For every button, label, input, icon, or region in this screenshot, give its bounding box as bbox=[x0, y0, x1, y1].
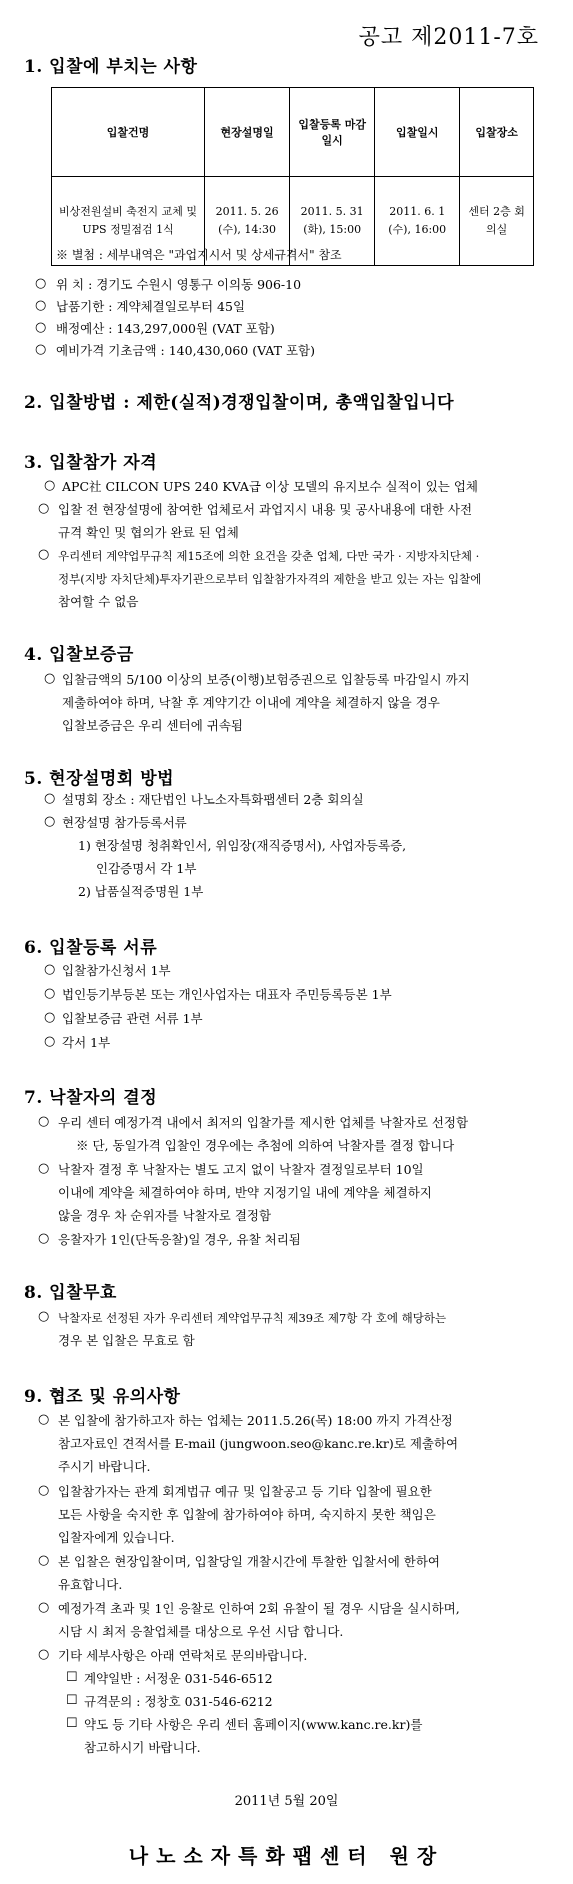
list-item-cont: 인감증명서 각 1부 bbox=[96, 861, 197, 876]
circle-bullet-icon: ○ bbox=[44, 791, 56, 806]
list-item: 입찰참가자는 관계 회계법규 예규 및 입찰공고 등 기타 입찰에 필요한 bbox=[58, 1484, 432, 1499]
list-item: 낙찰자로 선정된 자가 우리센터 계약업무규칙 제39조 제7항 각 호에 해당하는 bbox=[58, 1311, 447, 1325]
list-item: 납품기한 : 계약체결일로부터 45일 bbox=[56, 299, 246, 314]
list-item: 본 입찰에 참가하고자 하는 업체는 2011.5.26(목) 18:00 까지 가격산정 bbox=[58, 1413, 453, 1428]
circle-bullet-icon: ○ bbox=[38, 1553, 50, 1568]
list-item-cont: 경우 본 입찰은 무효로 함 bbox=[58, 1333, 195, 1348]
list-item: 본 입찰은 현장입찰이며, 입찰당일 개찰시간에 투찰한 입찰서에 한하여 bbox=[58, 1554, 440, 1569]
circle-bullet-icon: ○ bbox=[44, 671, 56, 686]
list-item: 우리센터 계약업무규칙 제15조에 의한 요건을 갖춘 업체, 다만 국가 · 지방자치단체 · bbox=[58, 549, 480, 563]
circle-bullet-icon: ○ bbox=[38, 1231, 50, 1246]
list-item-cont: 참여할 수 없음 bbox=[58, 594, 139, 609]
list-item-cont: 유효합니다. bbox=[58, 1577, 123, 1592]
section-1-title: 1. 입찰에 부치는 사항 bbox=[24, 57, 198, 77]
circle-bullet-icon: ○ bbox=[44, 1010, 56, 1025]
circle-bullet-icon: ○ bbox=[38, 501, 50, 516]
list-item: 배정예산 : 143,297,000원 (VAT 포함) bbox=[56, 321, 275, 336]
section-7-title: 7. 낙찰자의 결정 bbox=[24, 1088, 158, 1108]
circle-bullet-icon: ○ bbox=[38, 1600, 50, 1615]
list-item: 현장설명 참가등록서류 bbox=[62, 815, 187, 830]
list-item-cont: 시담 시 최저 응찰업체를 대상으로 우선 시담 합니다. bbox=[58, 1624, 344, 1639]
contact-line-cont: 참고하시기 바랍니다. bbox=[84, 1740, 201, 1755]
table-header: 입찰건명 bbox=[52, 88, 205, 177]
checkbox-icon: ☐ bbox=[66, 1693, 78, 1708]
list-item-cont: 참고자료인 견적서를 E-mail (jungwoon.seo@kanc.re.kr)로 제출하여 bbox=[58, 1436, 459, 1451]
attachment-note: ※ 별첨 : 세부내역은 "과업지시서 및 상세규격서" 참조 bbox=[56, 248, 342, 262]
list-item: 응찰자가 1인(단독응찰)일 경우, 유찰 처리됨 bbox=[58, 1232, 301, 1247]
table-header-row bbox=[52, 88, 534, 177]
section-3-title: 3. 입찰참가 자격 bbox=[24, 453, 158, 473]
table-cell: 비상전원설비 축전지 교체 및 UPS 정밀점검 1식 bbox=[52, 177, 205, 266]
list-item: 입찰보증금 관련 서류 1부 bbox=[62, 1011, 203, 1026]
issuer-name: 나노소자특화팹센터 원장 bbox=[128, 1844, 445, 1868]
contact-line: 약도 등 기타 사항은 우리 센터 홈페이지(www.kanc.re.kr)를 bbox=[84, 1717, 423, 1732]
list-item-cont: 입찰보증금은 우리 센터에 귀속됨 bbox=[62, 718, 243, 733]
section-4-title: 4. 입찰보증금 bbox=[24, 645, 134, 665]
list-item: 입찰참가신청서 1부 bbox=[62, 963, 171, 978]
list-item-cont: 모든 사항을 숙지한 후 입찰에 참가하여야 하며, 숙지하지 못한 책임은 bbox=[58, 1507, 436, 1522]
list-item: 낙찰자 결정 후 낙찰자는 별도 고지 없이 낙찰자 결정일로부터 10일 bbox=[58, 1162, 424, 1177]
circle-bullet-icon: ○ bbox=[38, 1114, 50, 1129]
table-header: 현장설명일 bbox=[205, 88, 290, 177]
section-5-title: 5. 현장설명회 방법 bbox=[24, 769, 175, 789]
list-item: 입찰금액의 5/100 이상의 보증(이행)보험증권으로 입찰등록 마감일시 까지 bbox=[62, 672, 470, 687]
circle-bullet-icon: ○ bbox=[35, 320, 47, 335]
circle-bullet-icon: ○ bbox=[38, 1309, 50, 1324]
section-9-title: 9. 협조 및 유의사항 bbox=[24, 1387, 181, 1407]
checkbox-icon: ☐ bbox=[66, 1716, 78, 1731]
section-2-title: 2. 입찰방법 : 제한(실적)경쟁입찰이며, 총액입찰입니다 bbox=[24, 393, 455, 413]
contact-line: 규격문의 : 정창호 031-546-6212 bbox=[84, 1694, 273, 1709]
list-item: 예정가격 초과 및 1인 응찰로 인하여 2회 유찰이 될 경우 시담을 실시하며, bbox=[58, 1601, 460, 1616]
circle-bullet-icon: ○ bbox=[38, 1412, 50, 1427]
list-item-sub: 1) 현장설명 청취확인서, 위임장(재직증명서), 사업자등록증, bbox=[78, 838, 407, 853]
circle-bullet-icon: ○ bbox=[35, 276, 47, 291]
section-8-title: 8. 입찰무효 bbox=[24, 1283, 117, 1303]
list-item-cont: 입찰자에게 있습니다. bbox=[58, 1530, 175, 1545]
circle-bullet-icon: ○ bbox=[44, 1034, 56, 1049]
table-header: 입찰장소 bbox=[460, 88, 534, 177]
table-cell: 2011. 5. 26 (수), 14:30 bbox=[205, 177, 290, 266]
list-item: 우리 센터 예정가격 내에서 최저의 입찰가를 제시한 업체를 낙찰자로 선정함 bbox=[58, 1115, 469, 1130]
circle-bullet-icon: ○ bbox=[35, 342, 47, 357]
circle-bullet-icon: ○ bbox=[44, 962, 56, 977]
list-item-cont: 정부(지방 자치단체)투자기관으로부터 입찰참가자격의 제한을 받고 있는 자는 입찰에 bbox=[58, 572, 482, 586]
circle-bullet-icon: ○ bbox=[44, 814, 56, 829]
list-item: 각서 1부 bbox=[62, 1035, 111, 1050]
table-cell: 2011. 5. 31 (화), 15:00 bbox=[290, 177, 375, 266]
list-item-sub: 2) 납품실적증명원 1부 bbox=[78, 884, 204, 899]
list-item: APC社 CILCON UPS 240 KVA급 이상 모델의 유지보수 실적이 있는 업체 bbox=[62, 479, 478, 494]
list-item: 위 치 : 경기도 수원시 영통구 이의동 906-10 bbox=[56, 277, 302, 292]
list-item: 설명회 장소 : 재단법인 나노소자특화팹센터 2층 회의실 bbox=[62, 792, 364, 807]
circle-bullet-icon: ○ bbox=[44, 986, 56, 1001]
circle-bullet-icon: ○ bbox=[38, 1647, 50, 1662]
table-cell: 센터 2층 회의실 bbox=[460, 177, 534, 266]
list-item-note: ※ 단, 동일가격 입찰인 경우에는 추첨에 의하여 낙찰자를 결정 합니다 bbox=[76, 1138, 455, 1153]
circle-bullet-icon: ○ bbox=[38, 547, 50, 562]
list-item: 법인등기부등본 또는 개인사업자는 대표자 주민등록등본 1부 bbox=[62, 987, 392, 1002]
table-header: 입찰등록 마감일시 bbox=[290, 88, 375, 177]
section-6-title: 6. 입찰등록 서류 bbox=[24, 938, 158, 958]
list-item: 예비가격 기초금액 : 140,430,060 (VAT 포함) bbox=[56, 343, 315, 358]
notice-date: 2011년 5월 20일 bbox=[234, 1794, 339, 1809]
circle-bullet-icon: ○ bbox=[35, 298, 47, 313]
list-item-cont: 규격 확인 및 협의가 완료 된 업체 bbox=[58, 525, 239, 540]
circle-bullet-icon: ○ bbox=[38, 1161, 50, 1176]
list-item-cont: 않을 경우 차 순위자를 낙찰자로 결정함 bbox=[58, 1208, 272, 1223]
contact-line: 계약일반 : 서정운 031-546-6512 bbox=[84, 1671, 273, 1686]
list-item-cont: 주시기 바랍니다. bbox=[58, 1459, 151, 1474]
list-item: 입찰 전 현장설명에 참여한 업체로서 과업지시 내용 및 공사내용에 대한 사전 bbox=[58, 502, 473, 517]
table-cell: 2011. 6. 1 (수), 16:00 bbox=[375, 177, 460, 266]
list-item-cont: 제출하여야 하며, 낙찰 후 계약기간 이내에 계약을 체결하지 않을 경우 bbox=[62, 695, 440, 710]
circle-bullet-icon: ○ bbox=[38, 1483, 50, 1498]
table-header: 입찰일시 bbox=[375, 88, 460, 177]
bid-table bbox=[51, 87, 534, 266]
list-item-cont: 이내에 계약을 체결하여야 하며, 반약 지정기일 내에 계약을 체결하지 bbox=[58, 1185, 432, 1200]
list-item: 기타 세부사항은 아래 연락처로 문의바랍니다. bbox=[58, 1648, 308, 1663]
notice-number: 공고 제2011-7호 bbox=[358, 25, 539, 50]
checkbox-icon: ☐ bbox=[66, 1670, 78, 1685]
circle-bullet-icon: ○ bbox=[44, 478, 56, 493]
